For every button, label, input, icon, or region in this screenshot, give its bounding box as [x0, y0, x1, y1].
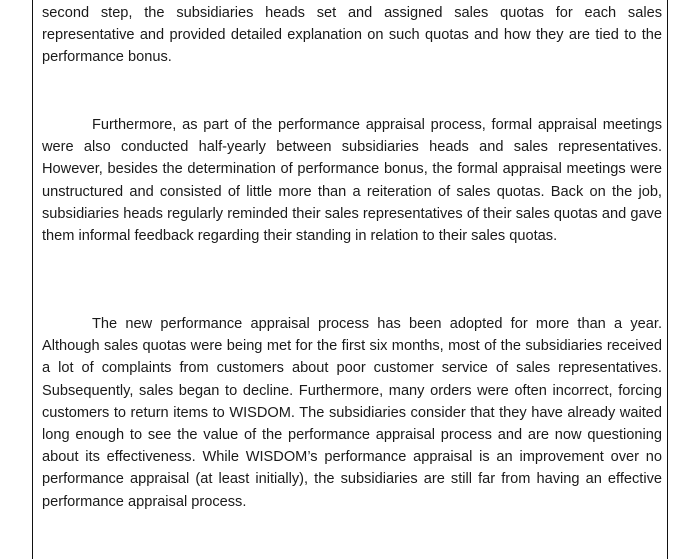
document-page [32, 0, 668, 559]
paragraph-continuation: second step, the subsidiaries heads set and assigned sales quotas for each sales representative and provided detailed explanation on such quotas and how they are tied to the performance bonus. [42, 5, 662, 66]
paragraph-appraisal-meetings: Furthermore, as part of the performance appraisal process, formal appraisal meetings were also conducted half-yearly between subsidiaries heads and sales representatives. However, besides the determination of performance bonus, the formal appraisal meetings were unstructured and consisted of little more than a reiteration of sales quotas. Back on the job, subsidiaries heads regularly reminded their sales representatives of their sales quotas and gave them informal feedback regarding their standing in relation to their sales quotas. [42, 117, 662, 245]
paragraph-new-appraisal-process: The new performance appraisal process has been adopted for more than a year. Although sales quotas were being met for the first six months, most of the subsidiaries received a lot of complaints from customers about poor customer service of sales representatives. Subsequently, sales began to decline. Furthermore, many orders were often incorrect, forcing customers to return items to WISDOM. The subsidiaries consider that they have already waited long enough to see the value of the performance appraisal process and are now questioning about its effectiveness. While WISDOM’s performance appraisal is an improvement over no performance appraisal (at least initially), the subsidiaries are still far from having an effective performance appraisal process. [42, 316, 662, 510]
